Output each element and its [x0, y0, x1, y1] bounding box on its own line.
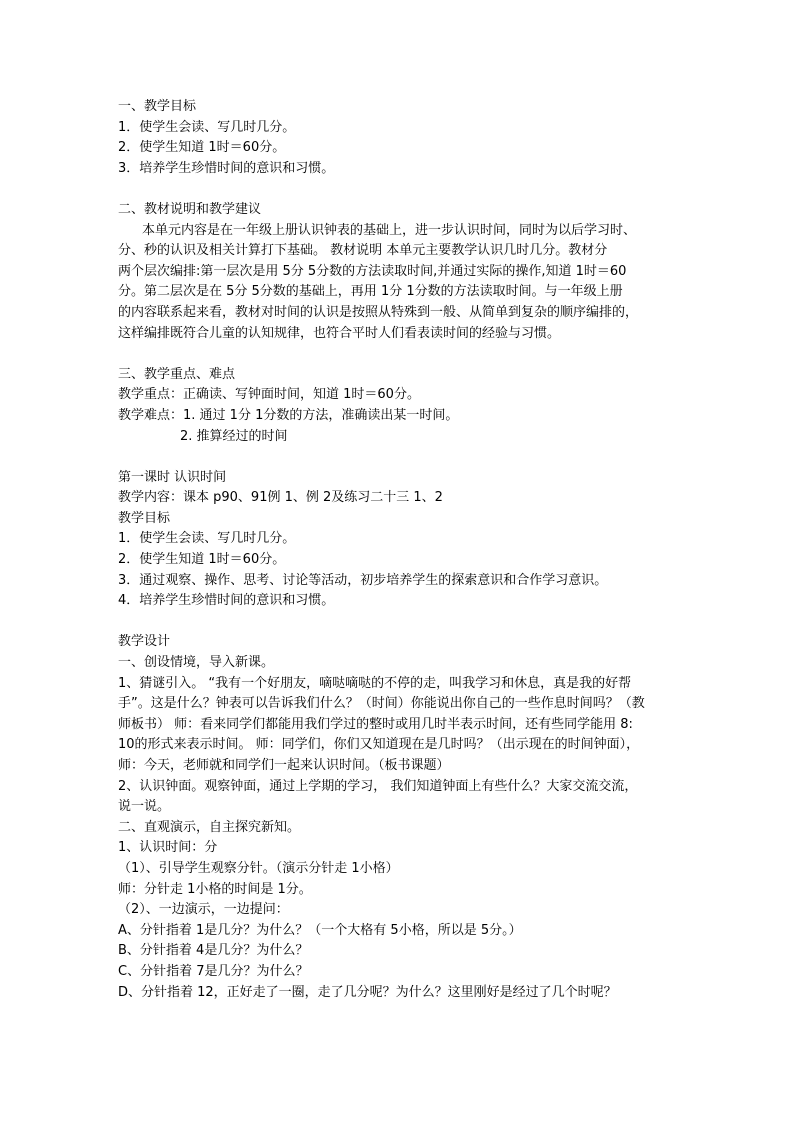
design-text-line: 师板书） 师：看来同学们都能用我们学过的整时或用几时半表示时间，还有些同学能用 8: — [118, 716, 633, 732]
design-text-line: 1、猜谜引入。 “我有一个好朋友，嘀哒嘀哒的不停的走，叫我学习和休息，真是我的好帮 — [118, 675, 632, 691]
key-point-text: 教学重点：正确读、写钟面时间，知道 1时＝60分。 — [118, 387, 420, 403]
section-heading-materials: 二、教材说明和教学建议 — [118, 201, 262, 217]
design-text-line: A、分针指着 1是几分？为什么？（一个大格有 5小格，所以是 5分。） — [118, 922, 522, 938]
design-text-line: 师：分针走 1小格的时间是 1分。 — [118, 881, 312, 897]
paragraph-line: 分、秒的认识及相关计算打下基础。 教材说明 本单元主要教学认识几时几分。教材分 — [118, 243, 608, 259]
goal-item: 3．通过观察、操作、思考、讨论等活动，初步培养学生的探索意识和合作学习意识。 — [118, 572, 608, 588]
goal-item: 1．使学生会读、写几时几分。 — [118, 531, 296, 547]
difficulty-text: 教学难点：1. 通过 1分 1分数的方法，准确读出某一时间。 — [118, 407, 459, 423]
design-part-heading: 二、直观演示，自主探究新知。 — [118, 819, 301, 835]
design-text-line: 说一说。 — [118, 799, 171, 815]
paragraph-line: 这样编排既符合儿童的认知规律，也符合平时人们看表读时间的经验与习惯。 — [118, 325, 561, 341]
goal-item: 3．培养学生珍惜时间的意识和习惯。 — [118, 160, 335, 176]
goal-item: 1．使学生会读、写几时几分。 — [118, 119, 296, 135]
design-text-line: C、分针指着 7是几分？为什么？ — [118, 963, 309, 979]
spacer — [118, 612, 686, 633]
paragraph-line: 的内容联系起来看，教材对时间的认识是按照从特殊到一般、从简单到复杂的顺序编排的， — [118, 304, 639, 320]
goal-item: 2．使学生知道 1时＝60分。 — [118, 140, 286, 156]
spacer — [118, 179, 686, 200]
difficulty-text: 2. 推算经过的时间 — [180, 428, 288, 444]
spacer — [118, 344, 686, 365]
document-page — [118, 97, 686, 1003]
goal-item: 2．使学生知道 1时＝60分。 — [118, 552, 286, 568]
design-text-line: D、分针指着 12，正好走了一圈，走了几分呢？为什么？这里刚好是经过了几个时呢？ — [118, 984, 617, 1000]
design-part-heading: 一、创设情境，导入新课。 — [118, 655, 275, 671]
lesson-goals-heading: 教学目标 — [118, 510, 171, 526]
design-text-line: 2、认识钟面。观察钟面，通过上学期的学习， 我们知道钟面上有些什么？大家交流交流， — [118, 778, 638, 794]
design-text-line: 手”。这是什么？钟表可以告诉我们什么？（时间）你能说出你自己的一些作息时间吗？（教 — [118, 696, 645, 712]
lesson-content: 教学内容：课本 p90、91例 1、例 2及练习二十三 1、2 — [118, 490, 443, 506]
section-heading-goals: 一、教学目标 — [118, 99, 197, 114]
goal-item: 4．培养学生珍惜时间的意识和习惯。 — [118, 593, 335, 609]
section-heading-key-points: 三、教学重点、难点 — [118, 366, 236, 382]
paragraph-line: 分。第二层次是在 5分 5分数的基础上，再用 1分 1分数的方法读取时间。与一年级上册 — [118, 284, 623, 300]
design-text-line: （1）、引导学生观察分针。（演示分针走 1小格） — [118, 860, 399, 876]
design-text-line: B、分针指着 4是几分？为什么？ — [118, 943, 309, 959]
design-text-line: 10的形式来表示时间。 师：同学们，你们又知道现在是几时吗？（出示现在的时间钟面）， — [118, 737, 640, 753]
design-text-line: 师：今天，老师就和同学们一起来认识时间。（板书课题） — [118, 758, 450, 773]
spacer — [118, 447, 686, 468]
paragraph-line: 两个层次编排:第一层次是用 5分 5分数的方法读取时间,并通过实际的操作,知道 1时＝60 — [118, 263, 627, 279]
design-heading: 教学设计 — [118, 634, 171, 650]
design-text-line: 1、认识时间：分 — [118, 840, 218, 856]
paragraph-line: 本单元内容是在一年级上册认识钟表的基础上，进一步认识时间，同时为以后学习时、 — [142, 222, 637, 238]
lesson-title: 第一课时 认识时间 — [118, 469, 227, 485]
design-text-line: （2）、一边演示，一边提问： — [118, 902, 289, 918]
